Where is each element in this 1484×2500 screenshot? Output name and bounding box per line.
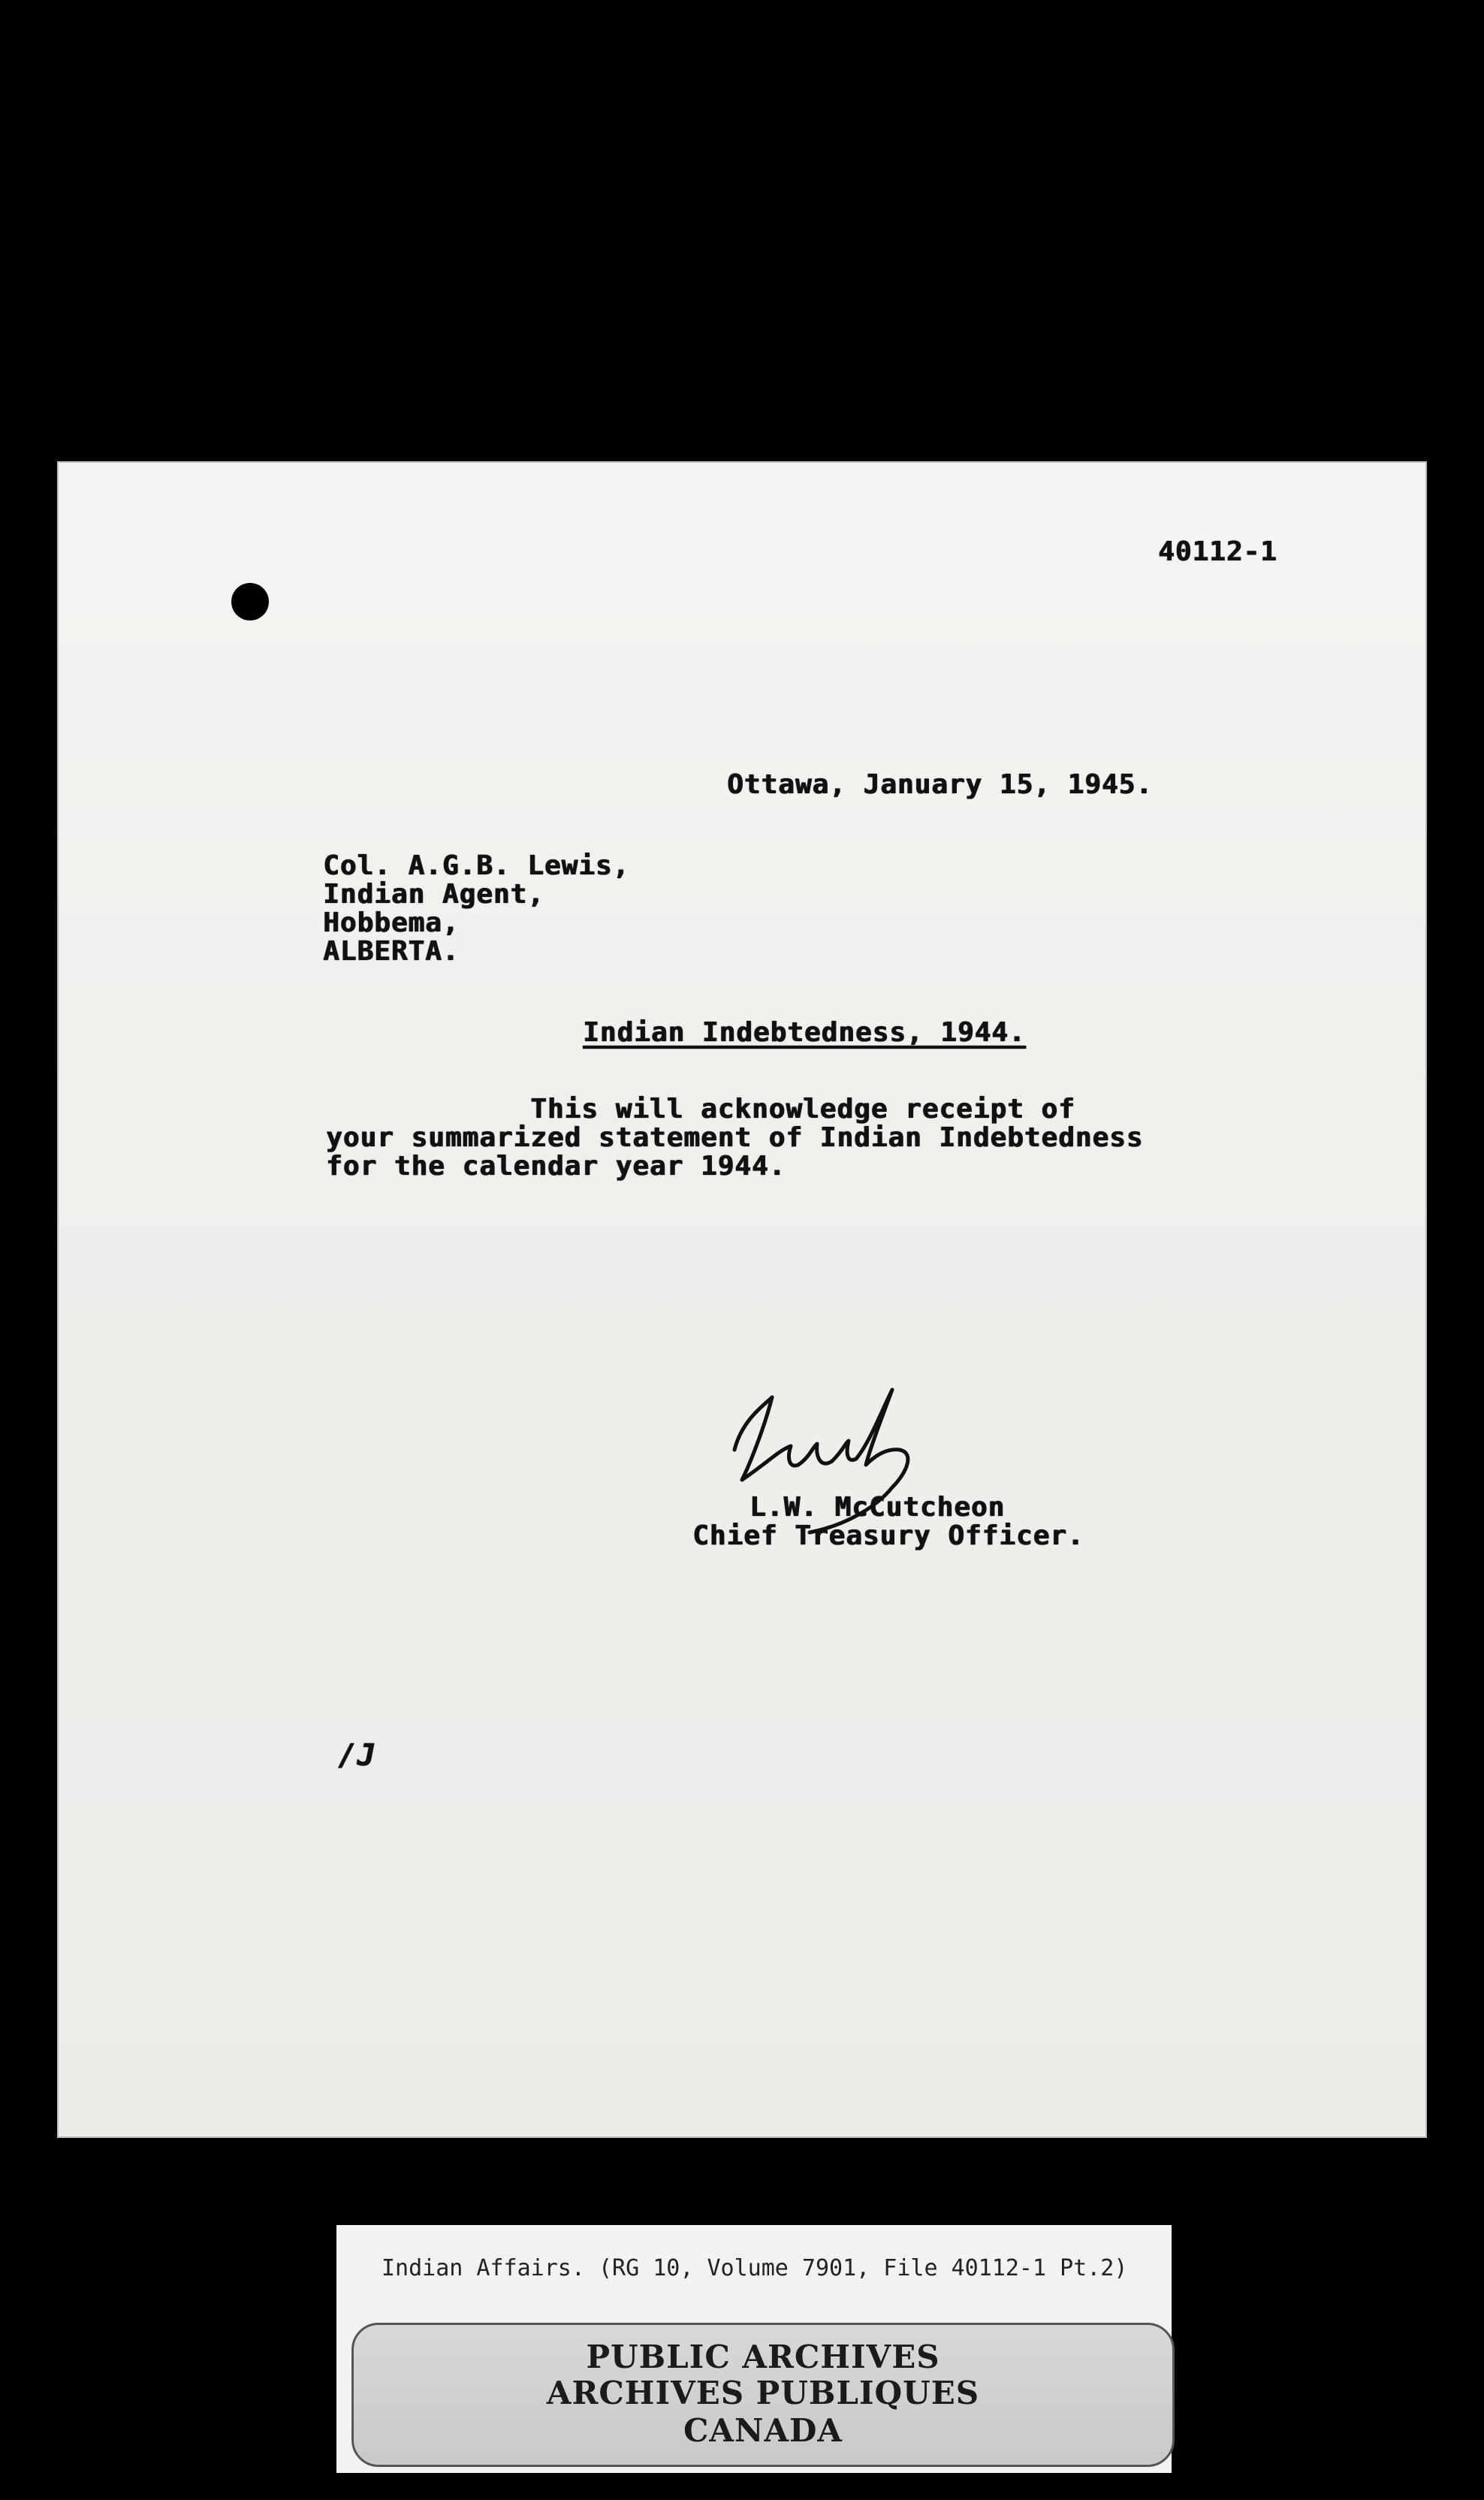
- signatory-name: L.W. McCutcheon: [750, 1492, 1006, 1523]
- address-line: Hobbema,: [323, 907, 460, 938]
- stamp-line: PUBLIC ARCHIVES: [586, 2338, 940, 2375]
- recipient-address: [323, 852, 629, 966]
- address-line: Col. A.G.B. Lewis,: [323, 850, 630, 881]
- subject-line: Indian Indebtedness, 1944.: [583, 1017, 1026, 1048]
- signature-block: [692, 1493, 1084, 1550]
- address-line: Indian Agent,: [323, 879, 544, 910]
- body-line: This will acknowledge receipt of: [326, 1094, 1075, 1125]
- letter-page: [59, 463, 1425, 2136]
- archive-stamp: [351, 2323, 1175, 2467]
- archive-reference: Indian Affairs. (RG 10, Volume 7901, File 40112-1 Pt.2): [382, 2255, 1128, 2281]
- address-line: ALBERTA.: [323, 936, 460, 967]
- archive-label: [336, 2225, 1172, 2473]
- date-line: Ottawa, January 15, 1945.: [727, 769, 1153, 800]
- hole-punch-mark: [231, 583, 269, 620]
- stamp-line: ARCHIVES PUBLIQUES: [546, 2375, 980, 2411]
- typist-initials: /J: [338, 1738, 376, 1773]
- signatory-title: Chief Treasury Officer.: [692, 1520, 1084, 1551]
- body-line: your summarized statement of Indian Indebtedness: [326, 1122, 1144, 1153]
- body-line: for the calendar year 1944.: [326, 1151, 786, 1182]
- file-reference: 40112-1: [1158, 536, 1277, 567]
- letter-body: [326, 1095, 1143, 1181]
- stamp-line: CANADA: [683, 2412, 843, 2449]
